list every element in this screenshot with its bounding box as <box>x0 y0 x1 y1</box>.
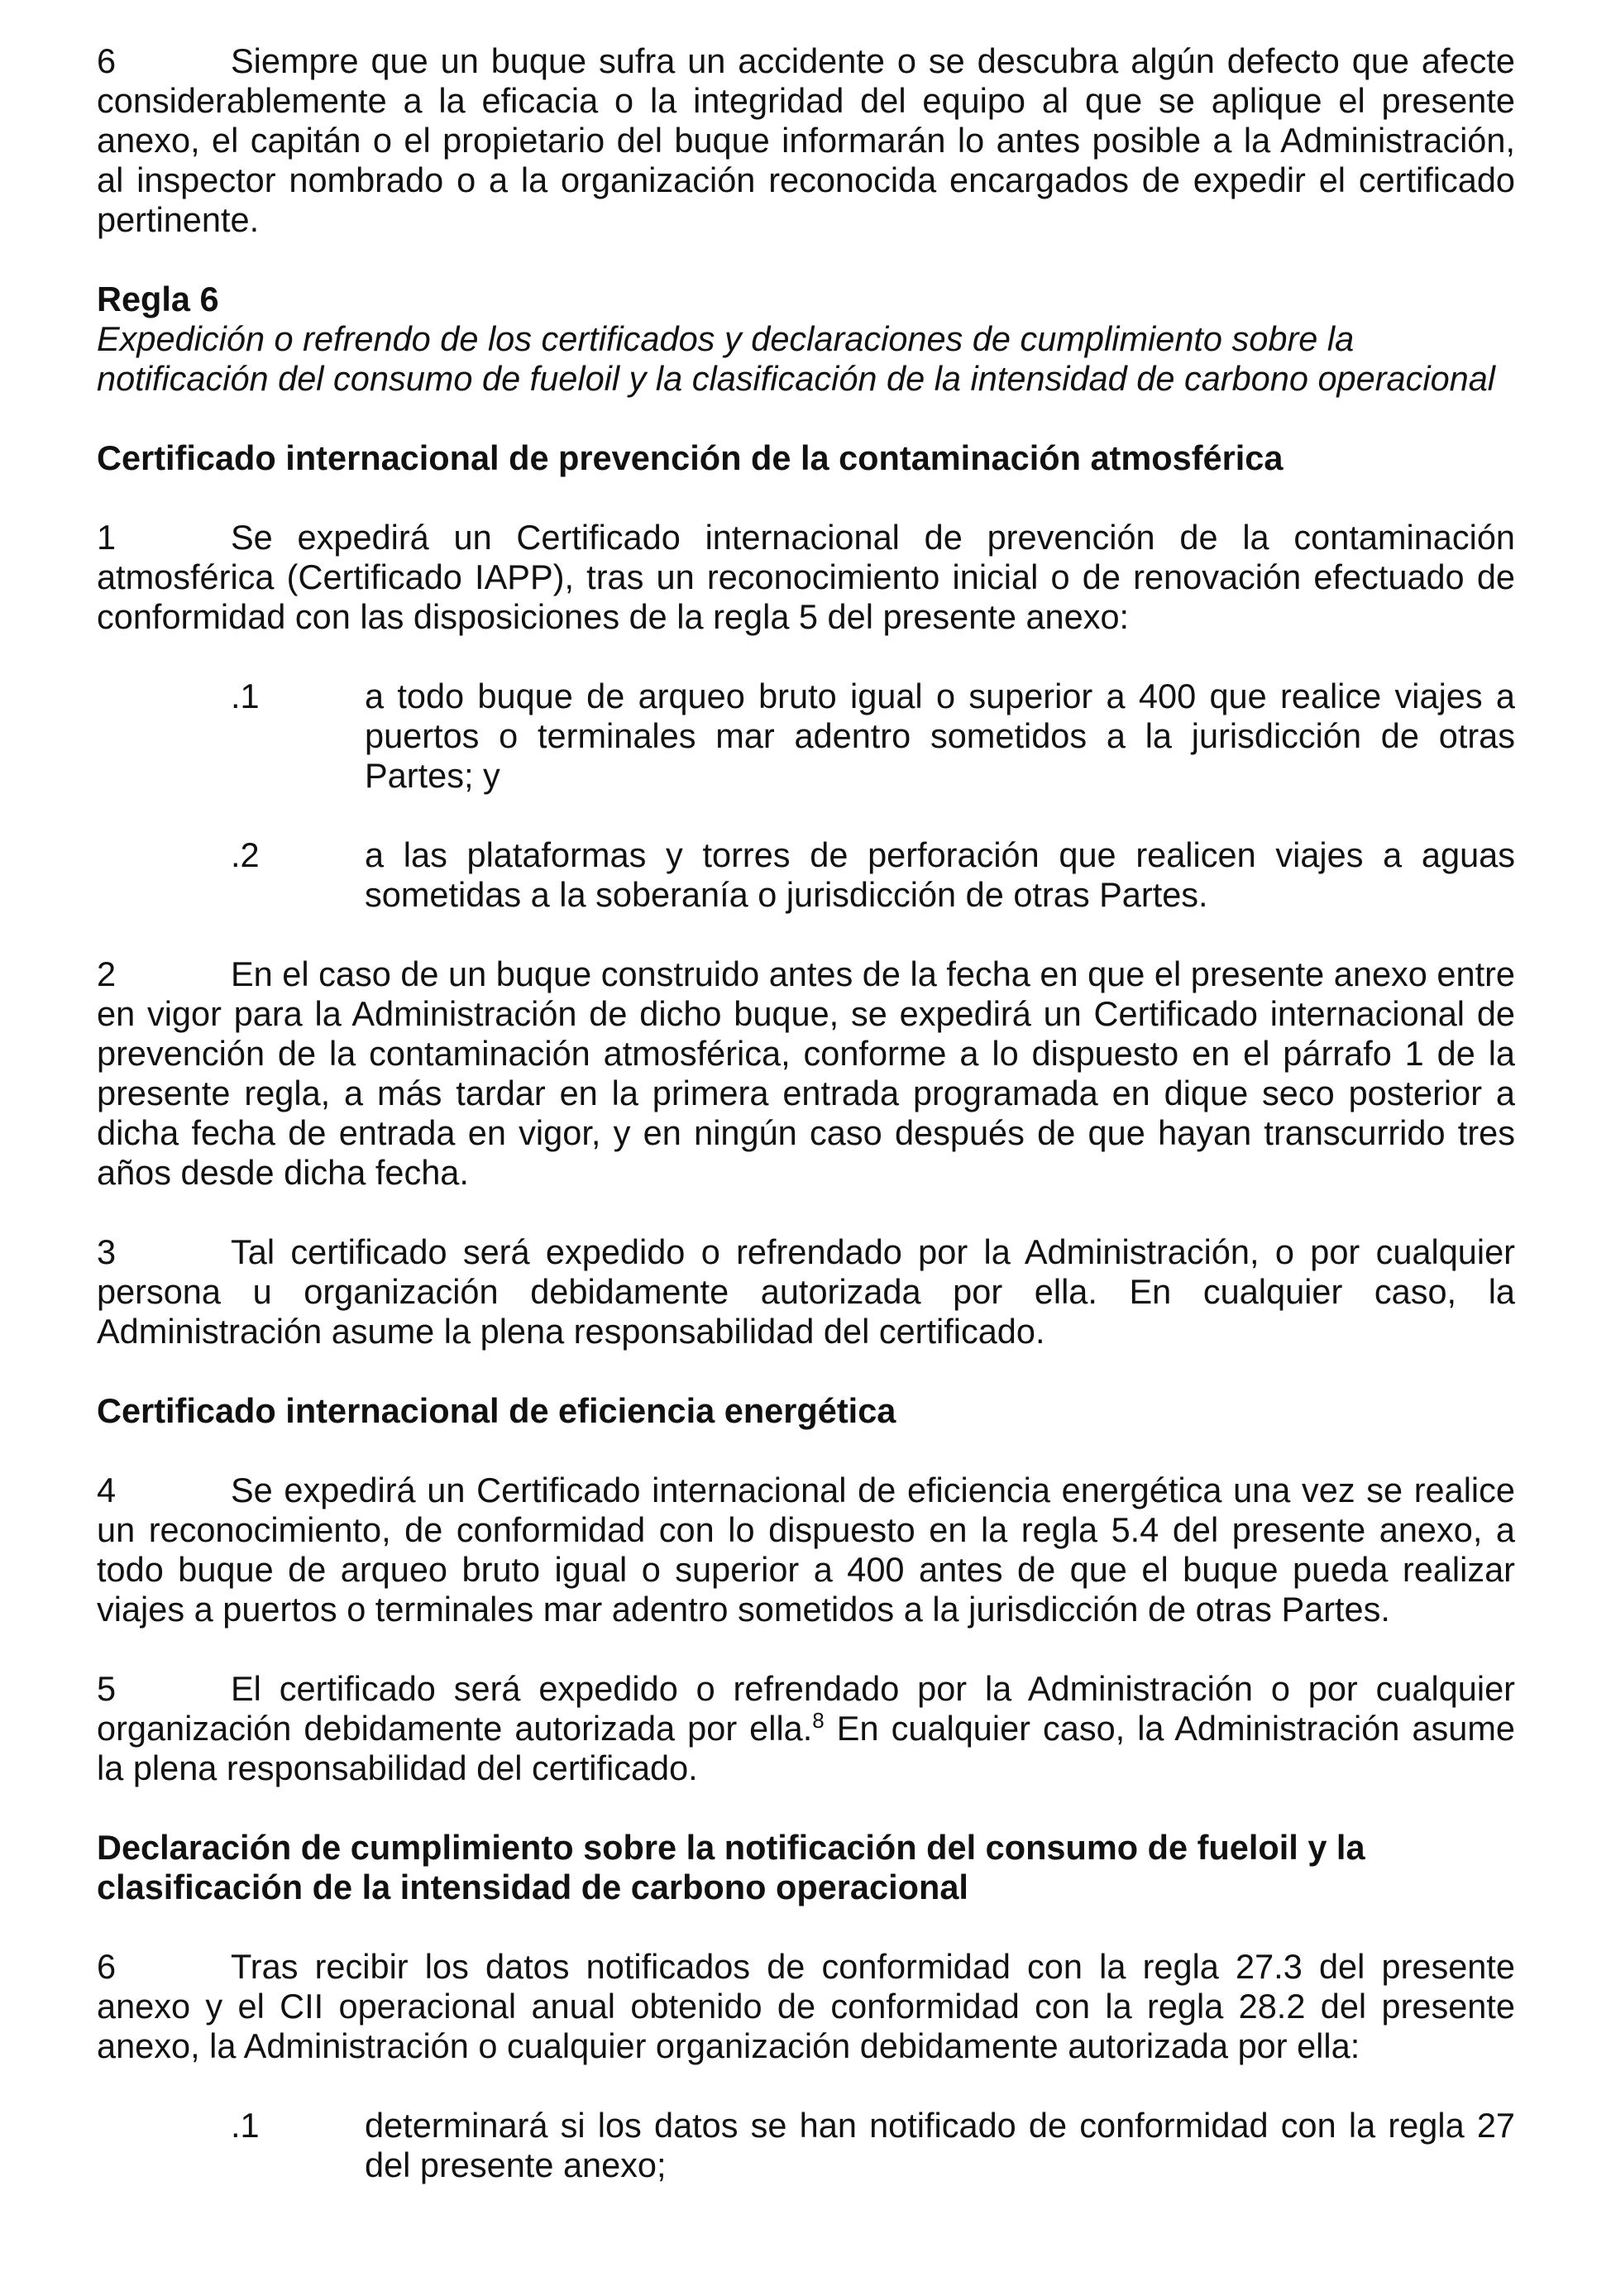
document-page <box>97 41 1515 2225</box>
paragraph-text: Se expedirá un Certificado internacional de eficiencia energética una vez se realice un reconocimiento, de conformidad con lo dispuesto en la regla 5.4 del presente anexo, a todo buque de arqueo bruto igual o superior a 400 antes de que el buque pueda realizar viajes a puertos o terminales mar adentro sometidos a la jurisdicción de otras Partes. <box>97 1471 1515 1629</box>
rule-heading: Regla 6 <box>97 280 219 318</box>
paragraph-number: 6 <box>97 41 117 80</box>
rule-subtitle: Expedición o refrendo de los certificados y declaraciones de cumplimiento sobre la notificación del consumo de fueloil y la clasificación de la intensidad de carbono operacional <box>97 319 1496 398</box>
paragraph-text: Tal certificado será expedido o refrendado por la Administración, o por cualquier persona u organización debidamente autorizada por ella. En cualquier caso, la Administración asume la plena responsabilidad del certificado. <box>97 1232 1515 1351</box>
list-item-1-doc <box>97 2106 1515 2185</box>
paragraph-number: 3 <box>97 1232 117 1271</box>
list-item-text: determinará si los datos se han notificado de conformidad con la regla 27 del presente anexo; <box>365 2106 1515 2184</box>
footnote-marker[interactable]: 8 <box>812 1708 825 1734</box>
paragraph-text: Tras recibir los datos notificados de conformidad con la regla 27.3 del presente anexo y el CII operacional anual obtenido de conformidad con la regla 28.2 del presente anexo, la Administración o cualquier organización debidamente autorizada por ella: <box>97 1947 1515 2065</box>
paragraph-6-intro <box>97 41 1515 240</box>
paragraph-1 <box>97 518 1515 637</box>
list-item-text: a todo buque de arqueo bruto igual o superior a 400 que realice viajes a puertos o terminales mar adentro sometidos a la jurisdicción de otras Partes; y <box>365 677 1515 795</box>
paragraph-number: 5 <box>97 1669 117 1708</box>
paragraph-number: 1 <box>97 518 117 557</box>
paragraph-number: 6 <box>97 1947 117 1986</box>
paragraph-text: En el caso de un buque construido antes de la fecha en que el presente anexo entre en vigor para la Administración de dicho buque, se expedirá un Certificado internacional de prevención de la contaminación atmosférica, conforme a lo dispuesto en el párrafo 1 de la presente regla, a más tardar en la primera entrada programada en dique seco posterior a dicha fecha de entrada en vigor, y en ningún caso después de que hayan transcurrido tres años desde dicha fecha. <box>97 954 1515 1192</box>
paragraph-text-continued: En cualquier caso, la Administración asume la plena responsabilidad del certificado. <box>97 1709 1515 1787</box>
paragraph-text: Se expedirá un Certificado internacional de prevención de la contaminación atmosférica (Certificado IAPP), tras un reconocimiento inicial o de renovación efectuado de conformidad con las disposiciones de la regla 5 del presente anexo: <box>97 518 1515 636</box>
section-heading-doc: Declaración de cumplimiento sobre la notificación del consumo de fueloil y la clasificación de la intensidad de carbono operacional <box>97 1828 1365 1906</box>
paragraph-3 <box>97 1232 1515 1351</box>
list-item-2 <box>97 835 1515 915</box>
section-heading-iee: Certificado internacional de eficiencia energética <box>97 1391 896 1430</box>
list-item-number: .2 <box>231 835 260 874</box>
paragraph-number: 4 <box>97 1471 117 1509</box>
paragraph-2 <box>97 954 1515 1193</box>
list-item-text: a las plataformas y torres de perforación que realicen viajes a aguas sometidas a la soberanía o jurisdicción de otras Partes. <box>365 835 1515 914</box>
section-heading-iapp: Certificado internacional de prevención de la contaminación atmosférica <box>97 438 1284 477</box>
paragraph-text: Siempre que un buque sufra un accidente o se descubra algún defecto que afecte considerablemente a la eficacia o la integridad del equipo al que se aplique el presente anexo, el capitán o el propietario del buque informarán lo antes posible a la Administración, al inspector nombrado o a la organización reconocida encargados de expedir el certificado pertinente. <box>97 41 1515 239</box>
list-item-number: .1 <box>231 2106 260 2145</box>
list-item-number: .1 <box>231 677 260 715</box>
paragraph-6 <box>97 1947 1515 2066</box>
paragraph-text: El certificado será expedido o refrendado por la Administración o por cualquier organización debidamente autorizada por ella. <box>97 1669 1515 1748</box>
paragraph-5 <box>97 1669 1515 1788</box>
paragraph-4 <box>97 1471 1515 1629</box>
list-item-1 <box>97 677 1515 796</box>
paragraph-number: 2 <box>97 954 117 993</box>
